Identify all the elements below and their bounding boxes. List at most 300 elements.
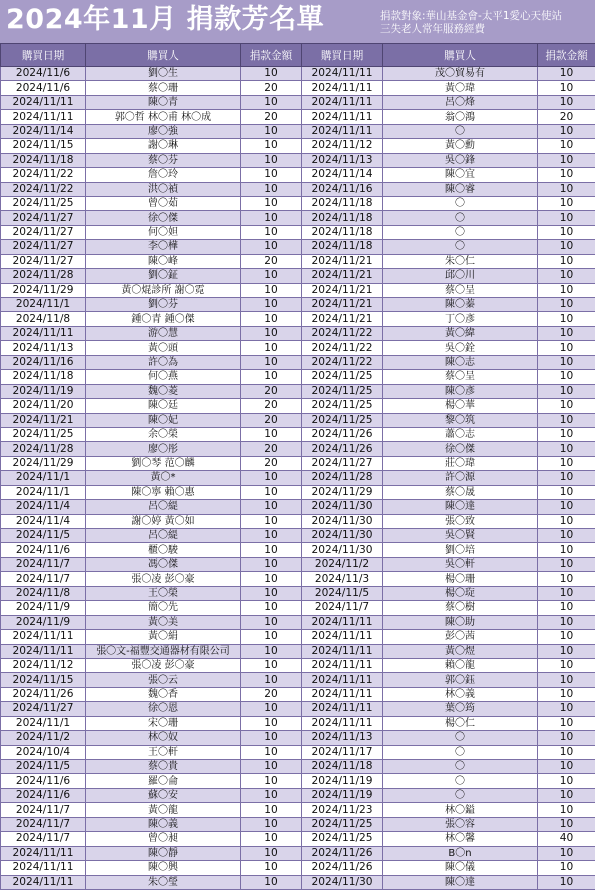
- buyer-cell: 〇: [383, 745, 538, 759]
- amount-cell: 10: [538, 644, 595, 658]
- donation-info: [380, 10, 562, 36]
- amount-cell: 10: [538, 211, 595, 225]
- buyer-cell: 黃〇龍: [86, 803, 241, 817]
- table-row: [1, 687, 595, 701]
- amount-cell: 10: [538, 875, 595, 889]
- date-cell: 2024/11/2: [302, 557, 383, 571]
- buyer-cell: 陳〇蓁: [383, 298, 538, 312]
- buyer-cell: 魏〇香: [86, 687, 241, 701]
- buyer-cell: 楊〇華: [383, 399, 538, 413]
- date-cell: 2024/11/6: [1, 774, 86, 788]
- buyer-cell: 徐〇恩: [86, 702, 241, 716]
- buyer-cell: 陳〇宜: [383, 168, 538, 182]
- date-cell: 2024/11/6: [1, 67, 86, 81]
- table-row: [1, 139, 595, 153]
- amount-cell: 10: [538, 81, 595, 95]
- date-cell: 2024/11/1: [1, 471, 86, 485]
- amount-cell: 10: [241, 745, 302, 759]
- buyer-cell: 蔡〇珊: [86, 81, 241, 95]
- buyer-cell: 謝〇琳: [86, 139, 241, 153]
- date-cell: 2024/11/29: [1, 283, 86, 297]
- buyer-cell: 吳〇銓: [383, 341, 538, 355]
- amount-cell: 10: [538, 312, 595, 326]
- date-cell: 2024/11/26: [302, 861, 383, 875]
- date-cell: 2024/11/16: [1, 355, 86, 369]
- date-cell: 2024/11/22: [302, 341, 383, 355]
- table-row: [1, 95, 595, 109]
- buyer-cell: 徐〇傑: [383, 442, 538, 456]
- date-cell: 2024/11/21: [302, 254, 383, 268]
- amount-cell: 10: [241, 95, 302, 109]
- table-row: [1, 760, 595, 774]
- date-cell: 2024/11/29: [302, 485, 383, 499]
- buyer-cell: 王〇軒: [86, 745, 241, 759]
- date-cell: 2024/11/18: [1, 370, 86, 384]
- amount-cell: 10: [538, 817, 595, 831]
- amount-cell: 20: [241, 110, 302, 124]
- buyer-cell: 徐〇傑: [86, 211, 241, 225]
- buyer-cell: 〇: [383, 211, 538, 225]
- date-cell: 2024/11/11: [302, 81, 383, 95]
- amount-cell: 10: [241, 427, 302, 441]
- amount-cell: 10: [241, 760, 302, 774]
- amount-cell: 10: [538, 254, 595, 268]
- buyer-cell: 羅〇侖: [86, 774, 241, 788]
- date-cell: 2024/11/11: [302, 630, 383, 644]
- date-cell: 2024/11/13: [1, 341, 86, 355]
- amount-cell: 10: [241, 832, 302, 846]
- buyer-cell: 茂〇貿易有: [383, 67, 538, 81]
- buyer-cell: 張〇凌 彭〇豪: [86, 572, 241, 586]
- buyer-cell: 林〇鎰: [383, 803, 538, 817]
- table-row: [1, 196, 595, 210]
- amount-cell: 10: [241, 485, 302, 499]
- date-cell: 2024/11/1: [1, 716, 86, 730]
- date-cell: 2024/11/8: [1, 586, 86, 600]
- buyer-cell: 林〇義: [383, 687, 538, 701]
- date-cell: 2024/11/26: [302, 442, 383, 456]
- buyer-cell: 〇: [383, 124, 538, 138]
- date-cell: 2024/11/6: [1, 81, 86, 95]
- buyer-cell: 劉〇琴 范〇麟: [86, 456, 241, 470]
- amount-cell: 10: [538, 514, 595, 528]
- date-cell: 2024/11/19: [1, 384, 86, 398]
- amount-cell: 10: [241, 774, 302, 788]
- amount-cell: 10: [538, 557, 595, 571]
- amount-cell: 10: [538, 500, 595, 514]
- amount-cell: 10: [538, 67, 595, 81]
- date-cell: 2024/11/2: [1, 731, 86, 745]
- buyer-cell: 張〇致: [383, 514, 538, 528]
- date-cell: 2024/11/8: [1, 312, 86, 326]
- amount-cell: 10: [538, 326, 595, 340]
- date-cell: 2024/11/11: [1, 861, 86, 875]
- amount-cell: 10: [538, 370, 595, 384]
- date-cell: 2024/11/6: [1, 543, 86, 557]
- date-cell: 2024/11/7: [1, 817, 86, 831]
- amount-cell: 10: [538, 168, 595, 182]
- amount-cell: 20: [241, 456, 302, 470]
- table-row: [1, 485, 595, 499]
- amount-cell: 10: [241, 124, 302, 138]
- date-cell: 2024/11/25: [302, 399, 383, 413]
- amount-cell: 10: [241, 529, 302, 543]
- date-cell: 2024/11/26: [302, 846, 383, 860]
- amount-cell: 10: [241, 298, 302, 312]
- amount-cell: 10: [241, 572, 302, 586]
- buyer-cell: 丁〇彥: [383, 312, 538, 326]
- buyer-cell: 陳〇靜: [86, 846, 241, 860]
- date-cell: 2024/11/18: [302, 225, 383, 239]
- col-header-buyer-left: 購買人: [86, 44, 241, 67]
- buyer-cell: 陳〇助: [383, 615, 538, 629]
- buyer-cell: 〇: [383, 196, 538, 210]
- buyer-cell: 櫃〇駿: [86, 543, 241, 557]
- donor-table: [0, 43, 595, 890]
- table-header-row: [1, 44, 595, 67]
- date-cell: 2024/11/11: [302, 673, 383, 687]
- amount-cell: 10: [538, 95, 595, 109]
- amount-cell: 10: [538, 861, 595, 875]
- amount-cell: 10: [538, 182, 595, 196]
- amount-cell: 10: [241, 67, 302, 81]
- buyer-cell: 〇: [383, 240, 538, 254]
- buyer-cell: 蔡〇晟: [383, 485, 538, 499]
- date-cell: 2024/11/11: [302, 110, 383, 124]
- table-row: [1, 658, 595, 672]
- date-cell: 2024/11/1: [1, 298, 86, 312]
- buyer-cell: 何〇妲: [86, 225, 241, 239]
- amount-cell: 10: [538, 456, 595, 470]
- amount-cell: 10: [538, 427, 595, 441]
- date-cell: 2024/11/28: [302, 471, 383, 485]
- table-row: [1, 341, 595, 355]
- table-row: [1, 67, 595, 81]
- amount-cell: 40: [538, 832, 595, 846]
- buyer-cell: 蔡〇貴: [86, 760, 241, 774]
- date-cell: 2024/11/9: [1, 615, 86, 629]
- date-cell: 2024/11/14: [1, 124, 86, 138]
- table-row: [1, 384, 595, 398]
- table-row: [1, 803, 595, 817]
- buyer-cell: 蔡〇呈: [383, 370, 538, 384]
- amount-cell: 10: [241, 673, 302, 687]
- date-cell: 2024/11/22: [302, 326, 383, 340]
- buyer-cell: 黃〇*: [86, 471, 241, 485]
- buyer-cell: 曾〇茹: [86, 196, 241, 210]
- date-cell: 2024/11/11: [1, 846, 86, 860]
- buyer-cell: 蔡〇樹: [383, 601, 538, 615]
- amount-cell: 10: [538, 442, 595, 456]
- buyer-cell: 王〇榮: [86, 586, 241, 600]
- buyer-cell: 郭〇哲 林〇甫 林〇成: [86, 110, 241, 124]
- table-row: [1, 153, 595, 167]
- buyer-cell: 蔡〇芬: [86, 153, 241, 167]
- date-cell: 2024/11/27: [1, 240, 86, 254]
- table-row: [1, 861, 595, 875]
- buyer-cell: 邱〇川: [383, 269, 538, 283]
- table-row: [1, 413, 595, 427]
- buyer-cell: 簡〇先: [86, 601, 241, 615]
- buyer-cell: 黃〇緯: [383, 326, 538, 340]
- amount-cell: 10: [241, 630, 302, 644]
- table-row: [1, 716, 595, 730]
- buyer-cell: 宋〇珊: [86, 716, 241, 730]
- buyer-cell: 李〇樺: [86, 240, 241, 254]
- buyer-cell: 陳〇興: [86, 861, 241, 875]
- buyer-cell: 曾〇昶: [86, 832, 241, 846]
- amount-cell: 10: [241, 370, 302, 384]
- amount-cell: 10: [538, 716, 595, 730]
- date-cell: 2024/11/27: [1, 702, 86, 716]
- amount-cell: 10: [241, 803, 302, 817]
- amount-cell: 10: [538, 788, 595, 802]
- table-row: [1, 630, 595, 644]
- buyer-cell: 葉〇筠: [383, 702, 538, 716]
- buyer-cell: 彭〇茜: [383, 630, 538, 644]
- date-cell: 2024/11/19: [302, 774, 383, 788]
- buyer-cell: 何〇燕: [86, 370, 241, 384]
- buyer-cell: 廖〇強: [86, 124, 241, 138]
- buyer-cell: 蕭〇志: [383, 427, 538, 441]
- buyer-cell: 呂〇緹: [86, 500, 241, 514]
- date-cell: 2024/11/18: [1, 153, 86, 167]
- buyer-cell: 〇: [383, 760, 538, 774]
- table-row: [1, 601, 595, 615]
- table-row: [1, 442, 595, 456]
- buyer-cell: 黃〇煜: [383, 644, 538, 658]
- date-cell: 2024/11/7: [302, 601, 383, 615]
- table-row: [1, 745, 595, 759]
- table-row: [1, 817, 595, 831]
- table-body: [1, 67, 595, 890]
- col-header-amount-left: 捐款金額: [241, 44, 302, 67]
- buyer-cell: 陳〇儀: [383, 861, 538, 875]
- table-row: [1, 557, 595, 571]
- amount-cell: 10: [241, 644, 302, 658]
- table-row: [1, 832, 595, 846]
- date-cell: 2024/11/28: [1, 442, 86, 456]
- table-row: [1, 514, 595, 528]
- amount-cell: 10: [538, 774, 595, 788]
- date-cell: 2024/11/4: [1, 500, 86, 514]
- date-cell: 2024/11/11: [302, 95, 383, 109]
- table-row: [1, 529, 595, 543]
- date-cell: 2024/11/5: [1, 760, 86, 774]
- buyer-cell: 黃〇絹: [86, 630, 241, 644]
- date-cell: 2024/11/25: [302, 817, 383, 831]
- date-cell: 2024/11/9: [1, 601, 86, 615]
- date-cell: 2024/11/17: [302, 745, 383, 759]
- amount-cell: 10: [538, 399, 595, 413]
- date-cell: 2024/11/25: [302, 832, 383, 846]
- date-cell: 2024/11/11: [302, 615, 383, 629]
- date-cell: 2024/11/11: [1, 630, 86, 644]
- table-row: [1, 427, 595, 441]
- table-row: [1, 399, 595, 413]
- buyer-cell: 陳〇達: [383, 875, 538, 889]
- header-banner: [0, 0, 595, 43]
- date-cell: 2024/11/7: [1, 803, 86, 817]
- date-cell: 2024/11/5: [1, 529, 86, 543]
- buyer-cell: 陳〇達: [383, 500, 538, 514]
- amount-cell: 10: [241, 269, 302, 283]
- date-cell: 2024/11/18: [302, 211, 383, 225]
- table-row: [1, 774, 595, 788]
- amount-cell: 10: [241, 615, 302, 629]
- date-cell: 2024/11/11: [1, 326, 86, 340]
- amount-cell: 10: [538, 572, 595, 586]
- date-cell: 2024/11/25: [1, 427, 86, 441]
- date-cell: 2024/11/13: [302, 731, 383, 745]
- buyer-cell: 朱〇瑩: [86, 875, 241, 889]
- date-cell: 2024/11/5: [302, 586, 383, 600]
- col-header-buyer-right: 購買人: [383, 44, 538, 67]
- buyer-cell: 洪〇禎: [86, 182, 241, 196]
- amount-cell: 10: [241, 514, 302, 528]
- date-cell: 2024/11/30: [302, 529, 383, 543]
- buyer-cell: 林〇奴: [86, 731, 241, 745]
- buyer-cell: 張〇凌 彭〇豪: [86, 658, 241, 672]
- date-cell: 2024/11/26: [1, 687, 86, 701]
- date-cell: 2024/11/26: [302, 427, 383, 441]
- table-row: [1, 543, 595, 557]
- date-cell: 2024/11/14: [302, 168, 383, 182]
- table-row: [1, 124, 595, 138]
- table-row: [1, 572, 595, 586]
- amount-cell: 10: [241, 283, 302, 297]
- amount-cell: 10: [241, 731, 302, 745]
- amount-cell: 10: [241, 543, 302, 557]
- buyer-cell: 張〇云: [86, 673, 241, 687]
- date-cell: 2024/11/11: [1, 644, 86, 658]
- buyer-cell: 林〇馨: [383, 832, 538, 846]
- buyer-cell: 黎〇筑: [383, 413, 538, 427]
- amount-cell: 20: [241, 687, 302, 701]
- amount-cell: 10: [241, 601, 302, 615]
- date-cell: 2024/11/22: [1, 182, 86, 196]
- table-row: [1, 355, 595, 369]
- date-cell: 2024/11/11: [302, 702, 383, 716]
- buyer-cell: 陳〇廷: [86, 399, 241, 413]
- amount-cell: 10: [538, 630, 595, 644]
- date-cell: 2024/11/25: [1, 196, 86, 210]
- buyer-cell: 魏〇菱: [86, 384, 241, 398]
- amount-cell: 10: [538, 687, 595, 701]
- date-cell: 2024/11/11: [1, 95, 86, 109]
- amount-cell: 10: [241, 153, 302, 167]
- buyer-cell: 呂〇緹: [86, 529, 241, 543]
- table-row: [1, 471, 595, 485]
- date-cell: 2024/11/22: [1, 168, 86, 182]
- buyer-cell: 謝〇婷 黃〇如: [86, 514, 241, 528]
- donation-purpose: 三失老人常年服務經費: [380, 23, 562, 36]
- amount-cell: 10: [241, 341, 302, 355]
- amount-cell: 10: [241, 471, 302, 485]
- col-header-date-right: 購買日期: [302, 44, 383, 67]
- date-cell: 2024/11/1: [1, 485, 86, 499]
- date-cell: 2024/11/18: [302, 240, 383, 254]
- amount-cell: 10: [241, 196, 302, 210]
- date-cell: 2024/11/22: [302, 355, 383, 369]
- amount-cell: 10: [538, 673, 595, 687]
- date-cell: 2024/11/11: [302, 644, 383, 658]
- date-cell: 2024/11/11: [1, 110, 86, 124]
- table-row: [1, 370, 595, 384]
- donation-target: 捐款對象:華山基金會-太平1愛心天使站: [380, 10, 562, 23]
- buyer-cell: 劉〇培: [383, 543, 538, 557]
- buyer-cell: 楊〇珊: [383, 572, 538, 586]
- amount-cell: 10: [241, 182, 302, 196]
- amount-cell: 10: [241, 326, 302, 340]
- amount-cell: 10: [538, 196, 595, 210]
- date-cell: 2024/11/11: [302, 67, 383, 81]
- date-cell: 2024/11/12: [302, 139, 383, 153]
- date-cell: 2024/11/11: [302, 716, 383, 730]
- table-row: [1, 312, 595, 326]
- amount-cell: 10: [538, 341, 595, 355]
- amount-cell: 20: [241, 81, 302, 95]
- buyer-cell: 郭〇鈺: [383, 673, 538, 687]
- amount-cell: 10: [538, 803, 595, 817]
- amount-cell: 10: [538, 355, 595, 369]
- amount-cell: 10: [538, 760, 595, 774]
- col-header-date-left: 購買日期: [1, 44, 86, 67]
- amount-cell: 10: [538, 471, 595, 485]
- amount-cell: 10: [538, 702, 595, 716]
- buyer-cell: 張〇文-福豐交通器材有限公司: [86, 644, 241, 658]
- amount-cell: 10: [241, 500, 302, 514]
- buyer-cell: 陳〇志: [383, 355, 538, 369]
- amount-cell: 20: [241, 399, 302, 413]
- date-cell: 2024/11/11: [1, 875, 86, 889]
- table-row: [1, 615, 595, 629]
- amount-cell: 10: [241, 716, 302, 730]
- buyer-cell: 黃〇頭: [86, 341, 241, 355]
- date-cell: 2024/11/18: [302, 760, 383, 774]
- buyer-cell: 陳〇寧 賴〇惠: [86, 485, 241, 499]
- buyer-cell: 劉〇芬: [86, 298, 241, 312]
- table-row: [1, 182, 595, 196]
- table-row: [1, 168, 595, 182]
- table-row: [1, 254, 595, 268]
- buyer-cell: 黃〇瑋: [383, 81, 538, 95]
- table-row: [1, 211, 595, 225]
- buyer-cell: 許〇為: [86, 355, 241, 369]
- buyer-cell: 陳〇義: [86, 817, 241, 831]
- buyer-cell: 翁〇鴻: [383, 110, 538, 124]
- buyer-cell: 詹〇玲: [86, 168, 241, 182]
- buyer-cell: 吳〇鋒: [383, 153, 538, 167]
- amount-cell: 10: [241, 240, 302, 254]
- buyer-cell: 楊〇仁: [383, 716, 538, 730]
- amount-cell: 10: [538, 846, 595, 860]
- amount-cell: 10: [538, 153, 595, 167]
- date-cell: 2024/11/20: [1, 399, 86, 413]
- table-row: [1, 326, 595, 340]
- buyer-cell: 陳〇峰: [86, 254, 241, 268]
- buyer-cell: 〇: [383, 731, 538, 745]
- amount-cell: 10: [538, 745, 595, 759]
- table-row: [1, 456, 595, 470]
- table-row: [1, 269, 595, 283]
- amount-cell: 10: [241, 211, 302, 225]
- amount-cell: 10: [241, 586, 302, 600]
- date-cell: 2024/11/25: [302, 370, 383, 384]
- date-cell: 2024/11/21: [302, 312, 383, 326]
- buyer-cell: 鍾〇青 鍾〇傑: [86, 312, 241, 326]
- buyer-cell: 賴〇龍: [383, 658, 538, 672]
